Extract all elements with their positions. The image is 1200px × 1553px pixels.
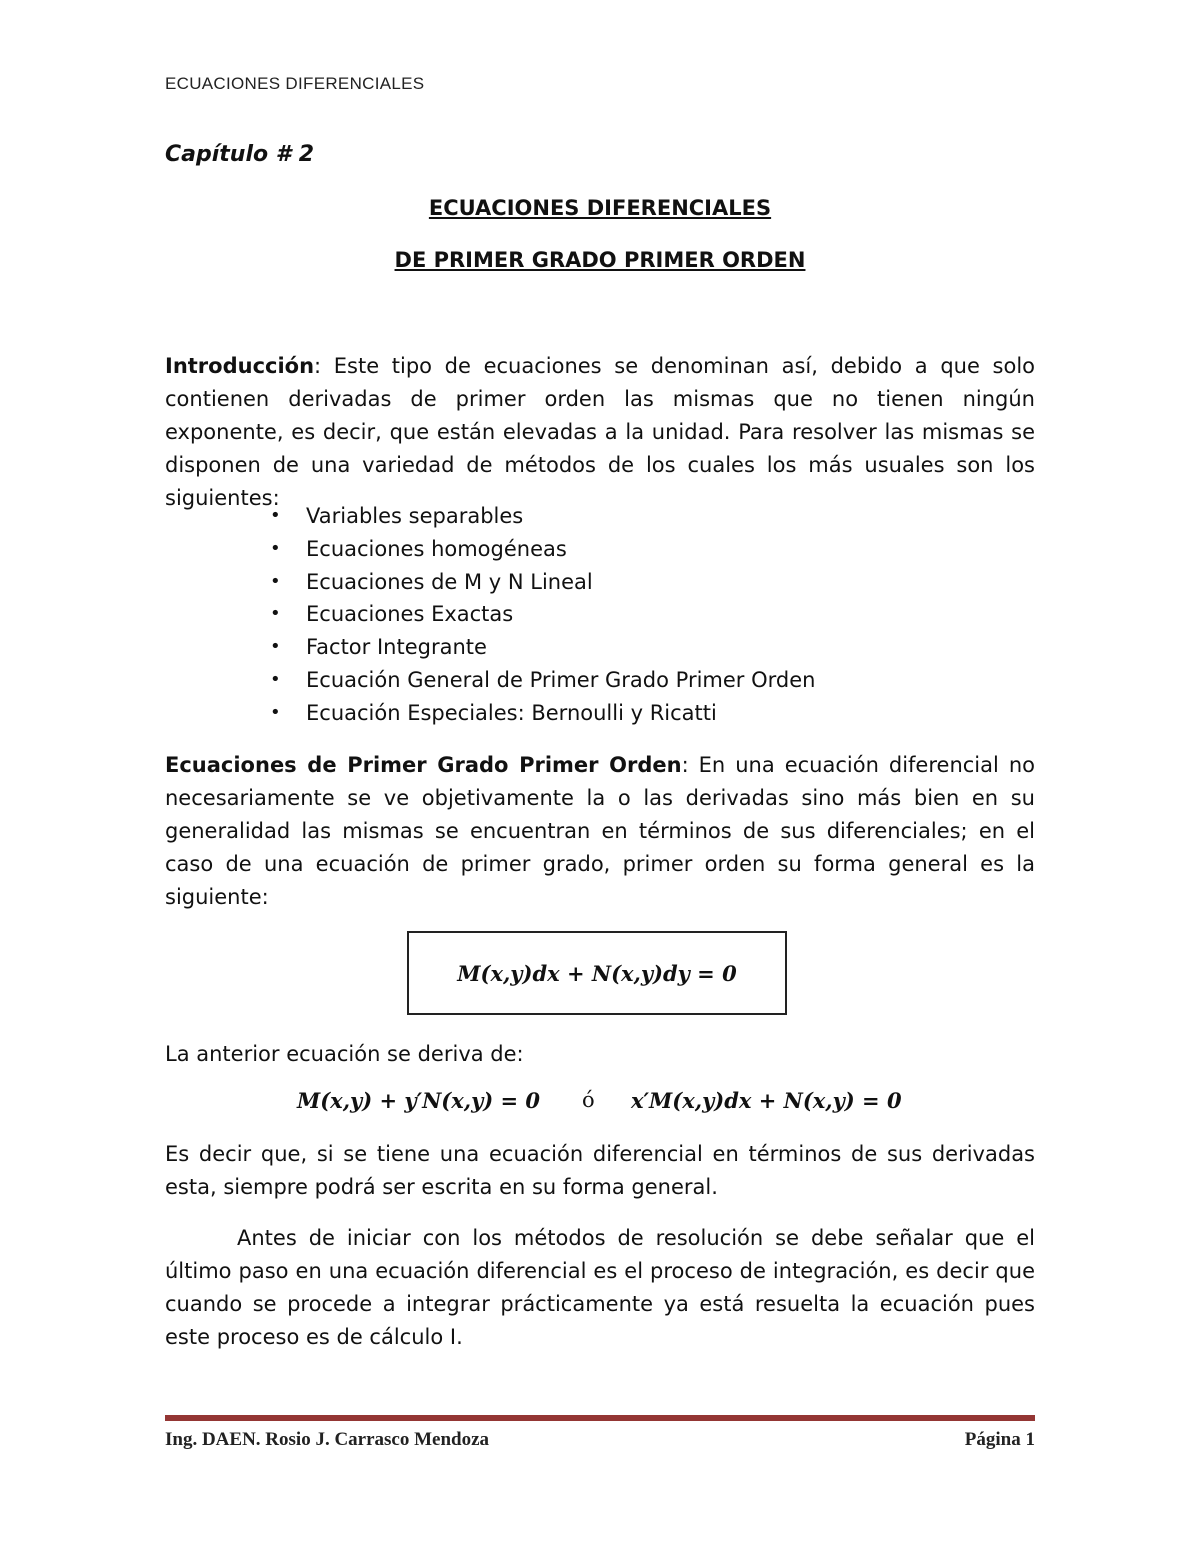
final-paragraph: Antes de iniciar con los métodos de resolución se debe señalar que el último paso en una ecuación diferencial es el proceso de integración, es decir que cuando se procede a integrar prácticamente ya está resuelta la ecuación pues este proceso es de cálculo I.	[165, 1226, 1035, 1349]
general-form-box	[407, 931, 787, 1015]
derived-intro: La anterior ecuación se deriva de:	[165, 1042, 524, 1066]
intro-paragraph	[165, 350, 1035, 515]
main-title-line1: ECUACIONES DIFERENCIALES	[428, 196, 772, 220]
list-item: • Variables separables	[270, 500, 815, 533]
footer-page-number: Página 1	[964, 1429, 1035, 1450]
list-item: • Ecuaciones de M y N Lineal	[270, 566, 815, 599]
list-item: • Ecuación Especiales: Bernoulli y Ricatti	[270, 697, 815, 730]
derived-connector: ó	[582, 1088, 595, 1112]
chapter-label: Capítulo # 2	[165, 142, 315, 167]
list-item: • Factor Integrante	[270, 631, 815, 664]
methods-list	[270, 500, 815, 730]
general-form-equation: M(x,y)dx + N(x,y)dy = 0	[457, 960, 737, 986]
section-paragraph	[165, 749, 1035, 914]
bullet-icon: •	[270, 537, 281, 559]
bullet-icon: •	[270, 603, 281, 625]
general-form-paragraph: Es decir que, si se tiene una ecuación diferencial en términos de sus derivadas esta, siempre podrá ser escrita en su forma general.	[165, 1142, 1035, 1199]
footer-author: Ing. DAEN. Rosio J. Carrasco Mendoza	[165, 1429, 490, 1450]
bullet-icon: •	[270, 505, 281, 526]
intro-lead: Introducción	[165, 354, 315, 378]
derived-equation-left: M(x,y) + y′N(x,y) = 0	[297, 1088, 541, 1113]
footer-rule	[165, 1415, 1035, 1421]
main-title-line2: DE PRIMER GRADO PRIMER ORDEN	[394, 248, 806, 272]
bullet-icon: •	[270, 570, 281, 592]
section-lead: Ecuaciones de Primer Grado Primer Orden	[165, 753, 682, 777]
bullet-icon: •	[270, 668, 281, 690]
running-header: ECUACIONES DIFERENCIALES	[165, 74, 425, 93]
list-item: • Ecuación General de Primer Grado Primer Orden	[270, 664, 815, 697]
list-item: • Ecuaciones homogéneas	[270, 533, 815, 566]
section-text: : En una ecuación diferencial no necesariamente se ve objetivamente la o las derivadas sino más bien en su generalidad las mismas se encuentran en términos de sus diferenciales; en el caso de una ecuación de primer grado, primer orden su forma general es la siguiente:	[165, 753, 1035, 909]
derived-equation-right: x′M(x,y)dx + N(x,y) = 0	[631, 1088, 902, 1113]
bullet-icon: •	[270, 701, 281, 723]
bullet-icon: •	[270, 636, 281, 658]
list-item: • Ecuaciones Exactas	[270, 598, 815, 631]
intro-text: : Este tipo de ecuaciones se denominan así, debido a que solo contienen derivadas de primer orden las mismas que no tienen ningún exponente, es decir, que están elevadas a la unidad. Para resolver las mismas se disponen de una variedad de métodos de los cuales los más usuales son los siguientes:	[165, 354, 1035, 510]
